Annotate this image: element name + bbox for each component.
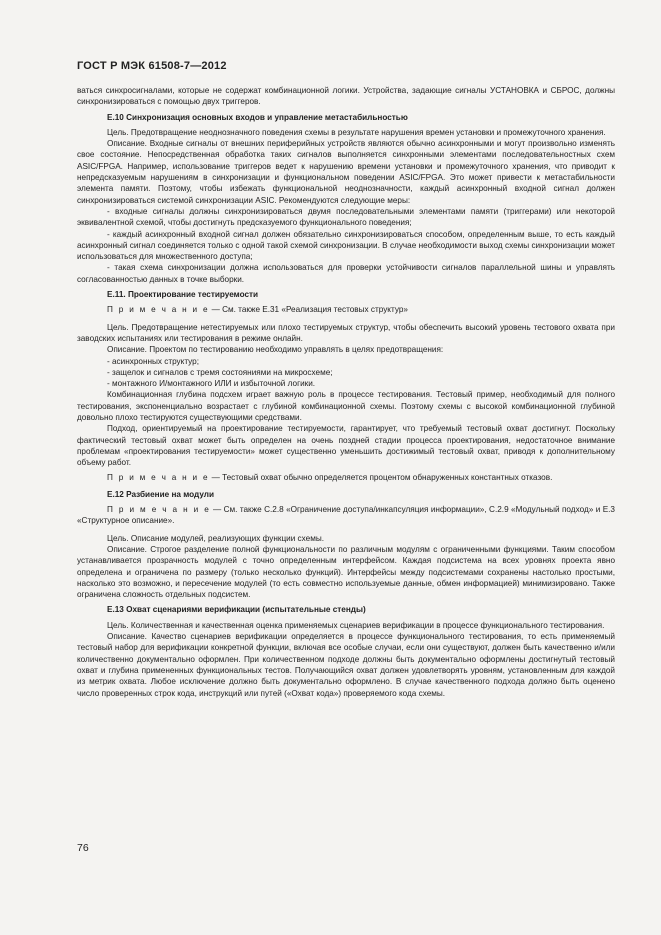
note-label: П р и м е ч а н и е [107, 505, 211, 515]
e11-goal: Цель. Предотвращение нетестируемых или плохо тестируемых структур, чтобы обеспечить высокий уровень тестового охвата при заводских испытаниях или тестирования в режиме онлайн. [77, 322, 615, 343]
note-text: — См. также Е.31 «Реализация тестовых структур» [209, 305, 408, 315]
e13-description: Описание. Качество сценариев верификации определяется в процессе функционального тестирования, то есть применяемый тестовый набор для верификации конкретной функции, включая все особые случаи, если они существуют, должен быть качественно и/или количественно документально оформлен. При количественном подходе должны быть документально оформлены достигнутый тестовый охват и глубина примененных функциональных тестов. Получающийся охват должен удовлетворять уровням, установленным для каждой из метрик охвата. Любое исключение должно быть документально оформлено. В случае качественного подхода должно быть оценено число проверенных строк кода, инструкций или путей («Охват кода») проверяемого кода схемы. [77, 632, 615, 698]
note-text: — См. также С.2.8 «Ограничение доступа/инкапсуляция информации», С.2.9 «Модульный подход» и Е.3 «Структурное описание». [77, 505, 615, 526]
e12-goal: Цель. Описание модулей, реализующих функции схемы. [107, 533, 324, 543]
note-text: — Тестовый охват обычно определяется процентом обнаруженных константных отказов. [209, 472, 553, 482]
e12-description: Описание. Строгое разделение полной функциональности по различным модулям с ограниченными функциями. Таким способом устанавливается прозрачность модулей с точно определенным интерфейсом. Каждая подсистема на всех уровнях проекта явно определена и ограничена по размеру (только несколько функций). Интерфейсы между подсистемами сохранены настолько простыми, насколько это возможно, и пересечение модулей (то есть совместно используемые данные, обмен информацией) минимизировано. Также ограничена сложность отдельных подсистем. [77, 544, 615, 600]
e10-description: Описание. Входные сигналы от внешних периферийных устройств являются обычно асинхронными и могут произвольно изменять свое состояние. Непосредственная обработка таких сигналов выполняется синхронными элементами последовательностных схем ASIC/FPGA. Например, использование триггеров ведет к нарушению времени установки и промежуточного хранения, что приводит к непредсказуемым нарушениям в синхронизации и функциональном поведении ASIC/FPGA. Это может привести к метастабильности элемента памяти. Поэтому, чтобы избежать функциональной неоднозначности, каждый асинхронный входной сигнал должен синхронизироваться системой синхронизации ASIC. Рекомендуются следующие меры: [77, 139, 615, 205]
e10-goal: Цель. Предотвращение неоднозначного поведения схемы в результате нарушения времен установки и промежуточного хранения. [107, 127, 606, 137]
standard-header: ГОСТ Р МЭК 61508-7—2012 [77, 60, 227, 72]
e11-description: Описание. Проектом по тестированию необходимо управлять в целях предотвращения: [107, 345, 444, 355]
page-body [77, 85, 615, 699]
e11-paragraph-3: Комбинационная глубина подсхем играет важную роль в процессе тестирования. Тестовый пример, необходимый для полного тестирования, экспоненциально возрастает с глубиной комбинационной схемы. Поэтому схемы с высокой комбинационной глубиной довольно плохо тестируются существующими средствами. [77, 390, 615, 423]
e11-note-2 [77, 472, 615, 483]
section-e12-heading: Е.12 Разбиение на модули [107, 489, 215, 499]
e10-item-2: - каждый асинхронный входной сигнал должен обязательно синхронизироваться способом, определенным выше, то есть каждый асинхронный сигнал соединяется только с одной такой схемой синхронизации. В случае необходимости выход схемы синхронизации может использоваться для множественного доступа; [77, 229, 615, 262]
section-e10-heading: Е.10 Синхронизация основных входов и управление метастабильностью [107, 112, 408, 122]
intro-paragraph: ваться синхросигналами, которые не содержат комбинационной логики. Устройства, задающие сигналы УСТАНОВКА и СБРОС, должны синхронизироваться с помощью двух триггеров. [77, 86, 615, 107]
e11-item-2: - защелок и сигналов с тремя состояниями на микросхеме; [107, 367, 333, 377]
note-label: П р и м е ч а н и е [107, 472, 210, 482]
section-e13-heading: Е.13 Охват сценариями верификации (испытательные стенды) [107, 605, 366, 615]
e13-goal: Цель. Количественная и качественная оценка применяемых сценариев верификации в процессе функционального тестирования. [107, 620, 605, 630]
e11-note [77, 304, 615, 315]
note-label: П р и м е ч а н и е [107, 305, 210, 315]
e10-item-1: - входные сигналы должны синхронизироваться двумя последовательными элементами памяти (триггерами) или некоторой эквивалентной схемой, чтобы достигнуть предсказуемого функционального поведения; [77, 206, 615, 228]
e11-item-3: - монтажного И/монтажного ИЛИ и избыточной логики. [107, 379, 316, 389]
e10-item-3: - такая схема синхронизации должна использоваться для проверки устойчивости сигналов параллельной шины и управлять согласованностью данных в точке выборки. [77, 263, 615, 284]
e11-paragraph-4: Подход, ориентируемый на проектирование тестируемости, гарантирует, что требуемый тестовый охват достигнут. Поскольку фактический тестовый охват может быть определен на очень поздней стадии процесса проектирования, недостаточное внимание проблемам «проектирования тестируемости» может существенно уменьшить достижимый тестовый охват, приводя к дополнительному объему работ. [77, 424, 615, 468]
e11-item-1: - асинхронных структур; [107, 356, 199, 366]
page-number: 76 [77, 842, 89, 854]
e12-note [77, 504, 615, 527]
section-e11-heading: Е.11. Проектирование тестируемости [107, 290, 259, 300]
